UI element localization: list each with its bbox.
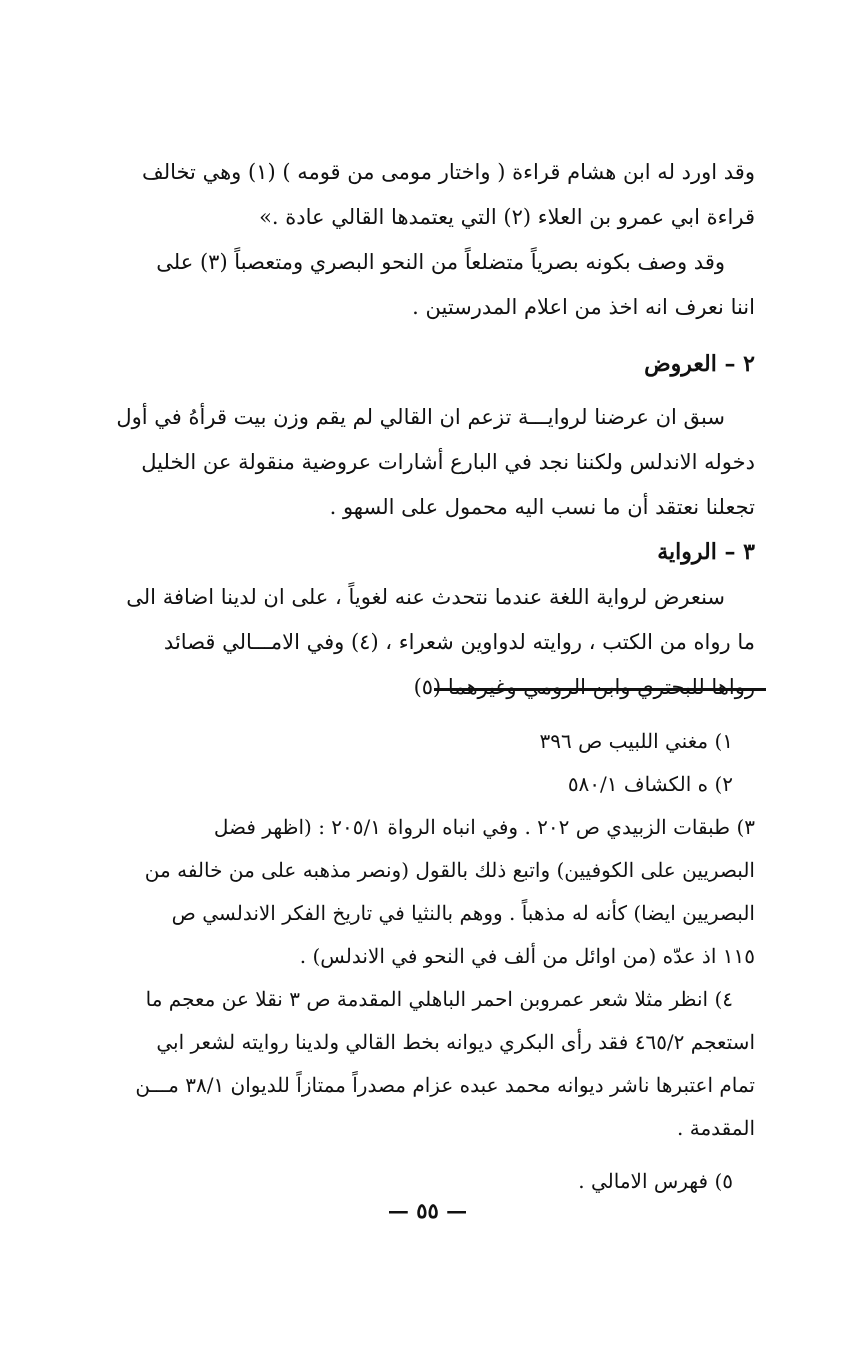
footnote-4-line-3: تمام اعتبرها ناشر ديوانه محمد عبده عزام مصدراً ممتازاً للديوان ٣٨/١ مـــن <box>135 1073 755 1097</box>
para4-line-3: رواها للبحتري وابن الرومي وغيرهما (٥) <box>413 675 755 699</box>
para3-line-3: تجعلنا نعتقد أن ما نسب اليه محمول على السهو . <box>329 495 755 519</box>
footnotes <box>100 720 755 1203</box>
para4-line-2: ما رواه من الكتب ، روايته لدواوين شعراء ، (٤) وفي الامـــالي قصائد <box>163 630 755 654</box>
footnote-2: ٢) ه الكشاف ٥٨٠/١ <box>567 772 733 796</box>
footnote-5: ٥) فهرس الامالي . <box>578 1169 733 1193</box>
para3-line-2: دخوله الاندلس ولكننا نجد في البارع أشارات عروضية منقولة عن الخليل <box>141 450 755 474</box>
para1-line-2: قراءة ابي عمرو بن العلاء (٢) التي يعتمدها القالي عادة .» <box>259 205 755 229</box>
para2-line-1: وقد وصف بكونه بصرياً متضلعاً من النحو البصري ومتعصباً (٣) على <box>156 250 725 274</box>
para2-line-2: اننا نعرف انه اخذ من اعلام المدرستين . <box>412 295 755 319</box>
para1-line-1: وقد اورد له ابن هشام قراءة ( واختار مومى من قومه ) (١) وهي تخالف <box>141 160 755 184</box>
para3-line-1: سبق ان عرضنا لروايـــة تزعم ان القالي لم يقم وزن بيت قرأهُ في أول <box>116 405 725 429</box>
body-text <box>100 150 755 710</box>
footnote-3-line-4: ١١٥ اذ عدّه (من اوائل من ألف في النحو في الاندلس) . <box>299 944 755 968</box>
section-heading-narration: ٣ – الرواية <box>657 539 755 565</box>
footnote-3-line-3: البصريين ايضا) كأنه له مذهباً . ووهم بالنثيا في تاريخ الفكر الاندلسي ص <box>171 901 755 925</box>
footnote-3-line-1: ٣) طبقات الزبيدي ص ٢٠٢ . وفي انباه الرواة ٢٠٥/١ : (اظهر فضل <box>213 815 755 839</box>
footnote-4-line-2: استعجم ٤٦٥/٢ فقد رأى البكري ديوانه بخط القالي ولدينا روايته لشعر ابي <box>156 1030 755 1054</box>
para4-line-1: سنعرض لرواية اللغة عندما نتحدث عنه لغوياً ، على ان لدينا اضافة الى <box>126 585 725 609</box>
footnote-4-line-4: المقدمة . <box>677 1116 755 1140</box>
section-heading-prosody: ٢ – العروض <box>644 351 755 377</box>
footnote-1: ١) مغني اللبيب ص ٣٩٦ <box>539 729 733 753</box>
page-number: — ٥٥ — <box>387 1198 468 1223</box>
footnote-separator <box>434 688 766 691</box>
footnote-3-line-2: البصريين على الكوفيين) واتبع ذلك بالقول (ونصر مذهبه على من خالفه من <box>144 858 755 882</box>
footnote-4-line-1: ٤) انظر مثلا شعر عمروبن احمر الباهلي المقدمة ص ٣ نقلا عن معجم ما <box>145 987 733 1011</box>
